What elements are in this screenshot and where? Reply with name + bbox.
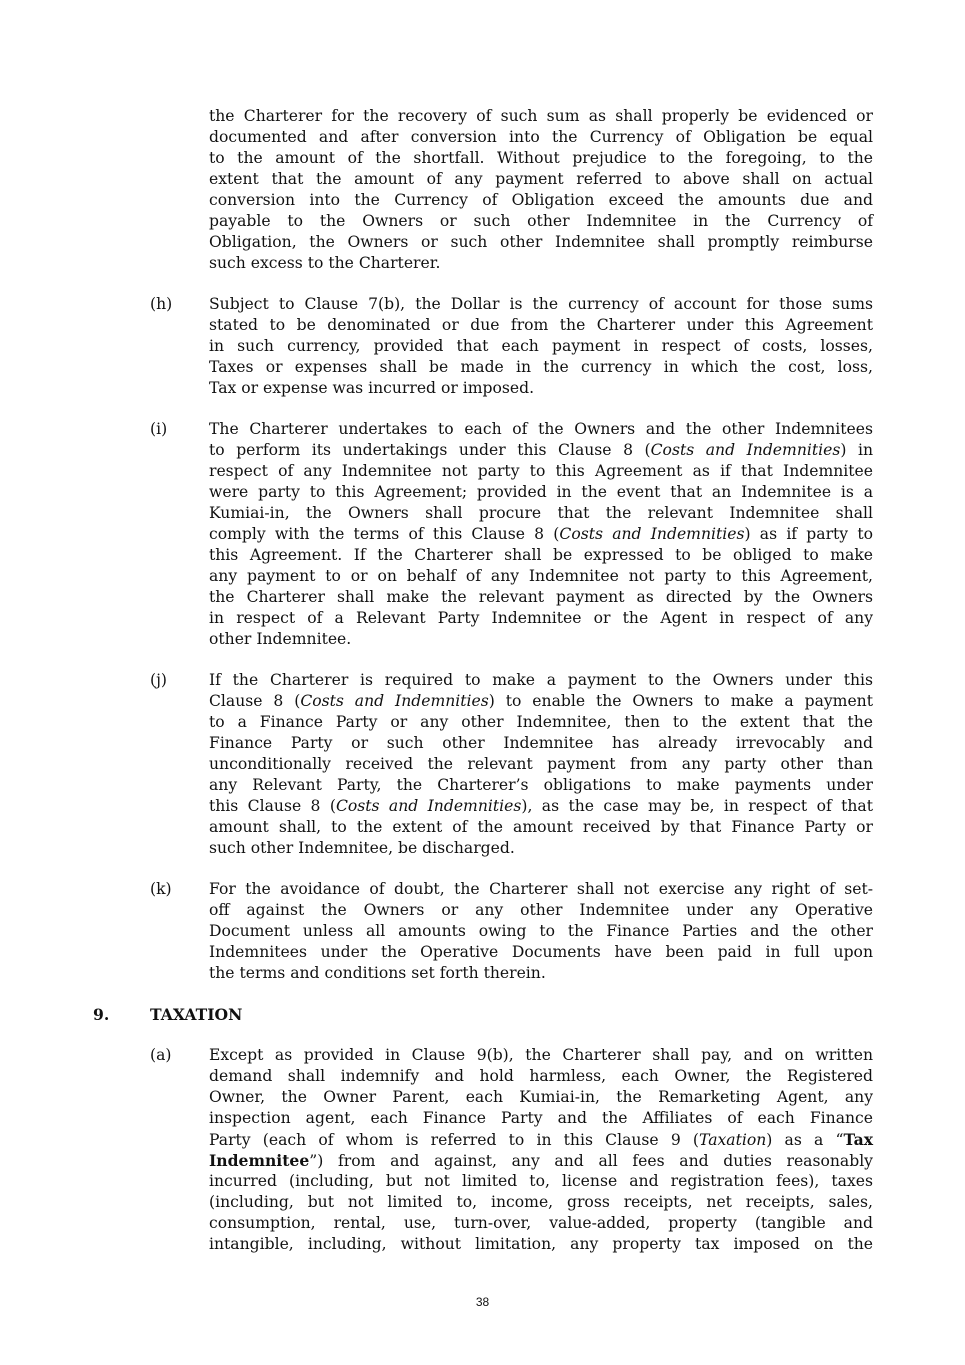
text-run: Clause 8 ( bbox=[209, 692, 301, 710]
paragraph bbox=[0, 670, 965, 859]
text-line: intangible, including, without limitation, any property tax imposed on the bbox=[209, 1235, 873, 1253]
text-line: incurred (including, but not limited to, license and registration fees), taxes bbox=[209, 1172, 873, 1190]
text-line: in respect of a Relevant Party Indemnitee or the Agent in respect of any bbox=[209, 609, 873, 627]
text-line: off against the Owners or any other Indemnitee under any Operative bbox=[209, 901, 873, 919]
text-line: The Charterer undertakes to each of the Owners and the other Indemnitees bbox=[209, 420, 873, 438]
text-line bbox=[209, 1150, 873, 1171]
clause-8-subclauses bbox=[0, 106, 965, 984]
bold-text: Indemnitee bbox=[209, 1151, 310, 1170]
text-line: demand shall indemnify and hold harmless, each Owner, the Registered bbox=[209, 1067, 873, 1085]
paragraph bbox=[0, 879, 965, 984]
text-line: to a Finance Party or any other Indemnitee, then to the extent that the bbox=[209, 713, 873, 731]
section-title: TAXATION bbox=[150, 1005, 243, 1024]
text-line: Taxes or expenses shall be made in the currency in which the cost, loss, bbox=[209, 358, 873, 376]
text-line: unconditionally received the relevant payment from any party other than bbox=[209, 755, 873, 773]
text-line: in such currency, provided that each payment in respect of costs, losses, bbox=[209, 337, 873, 355]
text-line: Kumiai-in, the Owners shall procure that the relevant Indemnitee shall bbox=[209, 504, 873, 522]
text-run: ) to enable the Owners to make a payment bbox=[488, 692, 873, 710]
paragraph-label: (h) bbox=[150, 295, 173, 313]
paragraph bbox=[0, 419, 965, 650]
text-line: Obligation, the Owners or such other Indemnitee shall promptly reimburse bbox=[209, 233, 873, 251]
text-run: ) as if party to bbox=[744, 525, 874, 543]
text-line: this Agreement. If the Charterer shall be expressed to be obliged to make bbox=[209, 546, 873, 564]
text-line: Except as provided in Clause 9(b), the Charterer shall pay, and on written bbox=[209, 1046, 873, 1064]
text-run: ) in bbox=[840, 441, 873, 459]
paragraph-label: (j) bbox=[150, 671, 168, 689]
text-run: this Clause 8 ( bbox=[209, 797, 336, 815]
text-line: (including, but not limited to, income, gross receipts, net receipts, sales, bbox=[209, 1193, 873, 1211]
text-run: ), as the case may be, in respect of that bbox=[521, 797, 873, 815]
paragraph-label: (i) bbox=[150, 420, 168, 438]
text-line: consumption, rental, use, turn-over, value-added, property (tangible and bbox=[209, 1214, 873, 1232]
page-number: 38 bbox=[475, 1295, 490, 1309]
text-line bbox=[209, 1129, 873, 1150]
italic-text: Costs and Indemnities bbox=[335, 797, 522, 815]
text-line: other Indemnitee. bbox=[209, 630, 352, 648]
text-line: any Relevant Party, the Charterer’s obligations to make payments under bbox=[209, 776, 873, 794]
text-line: such excess to the Charterer. bbox=[209, 254, 441, 272]
text-line bbox=[209, 440, 873, 461]
text-line: the Charterer for the recovery of such sum as shall properly be evidenced or bbox=[209, 107, 873, 125]
text-run: to perform its undertakings under this Clause 8 ( bbox=[209, 441, 651, 459]
text-line: documented and after conversion into the Currency of Obligation be equal bbox=[209, 128, 873, 146]
text-line bbox=[209, 796, 873, 817]
text-line: were party to this Agreement; provided in the event that an Indemnitee is a bbox=[209, 483, 873, 501]
text-line: Finance Party or such other Indemnitee has already irrevocably and bbox=[209, 734, 873, 752]
clause-9-subclauses bbox=[0, 1045, 965, 1255]
paragraph bbox=[0, 106, 965, 274]
text-line: Owner, the Owner Parent, each Kumiai-in, the Remarketing Agent, any bbox=[209, 1088, 873, 1106]
italic-text: Costs and Indemnities bbox=[559, 525, 745, 543]
text-line: any payment to or on behalf of any Indemnitee not party to this Agreement, bbox=[209, 567, 873, 585]
text-line: amount shall, to the extent of the amount received by that Finance Party or bbox=[209, 818, 873, 836]
text-line: respect of any Indemnitee not party to this Agreement as if that Indemnitee bbox=[209, 462, 873, 480]
text-run: ) as a “ bbox=[766, 1131, 844, 1149]
text-line: payable to the Owners or such other Indemnitee in the Currency of bbox=[209, 212, 873, 230]
text-line: Subject to Clause 7(b), the Dollar is the currency of account for those sums bbox=[209, 295, 873, 313]
paragraph bbox=[0, 1045, 965, 1255]
text-line: such other Indemnitee, be discharged. bbox=[209, 839, 515, 857]
bold-text: Tax bbox=[843, 1130, 873, 1149]
text-run: Party (each of whom is referred to in this Clause 9 ( bbox=[209, 1131, 700, 1149]
text-line: inspection agent, each Finance Party and the Affiliates of each Finance bbox=[209, 1109, 873, 1127]
section-heading bbox=[0, 1004, 965, 1025]
text-line: Indemnitees under the Operative Documents have been paid in full upon bbox=[209, 943, 873, 961]
italic-text: Costs and Indemnities bbox=[650, 441, 841, 459]
text-line: If the Charterer is required to make a payment to the Owners under this bbox=[209, 671, 873, 689]
text-line: the Charterer shall make the relevant payment as directed by the Owners bbox=[209, 588, 873, 606]
document-page bbox=[0, 106, 965, 1275]
paragraph bbox=[0, 294, 965, 399]
text-line: conversion into the Currency of Obligation exceed the amounts due and bbox=[209, 191, 873, 209]
italic-text: Taxation bbox=[699, 1131, 767, 1149]
italic-text: Costs and Indemnities bbox=[300, 692, 489, 710]
text-run: ”) from and against, any and all fees and duties reasonably bbox=[309, 1152, 873, 1170]
text-line: Document unless all amounts owing to the Finance Parties and the other bbox=[209, 922, 873, 940]
text-line bbox=[209, 524, 873, 545]
text-line bbox=[209, 691, 873, 712]
text-line: the terms and conditions set forth therein. bbox=[209, 964, 546, 982]
section-number: 9. bbox=[93, 1005, 110, 1024]
text-run: comply with the terms of this Clause 8 ( bbox=[209, 525, 560, 543]
text-line: For the avoidance of doubt, the Charterer shall not exercise any right of set- bbox=[209, 880, 873, 898]
text-line: extent that the amount of any payment referred to above shall on actual bbox=[209, 170, 873, 188]
text-line: to the amount of the shortfall. Without prejudice to the foregoing, to the bbox=[209, 149, 873, 167]
text-line: Tax or expense was incurred or imposed. bbox=[209, 379, 535, 397]
paragraph-label: (k) bbox=[150, 880, 172, 898]
paragraph-label: (a) bbox=[150, 1046, 172, 1064]
text-line: stated to be denominated or due from the Charterer under this Agreement bbox=[209, 316, 873, 334]
